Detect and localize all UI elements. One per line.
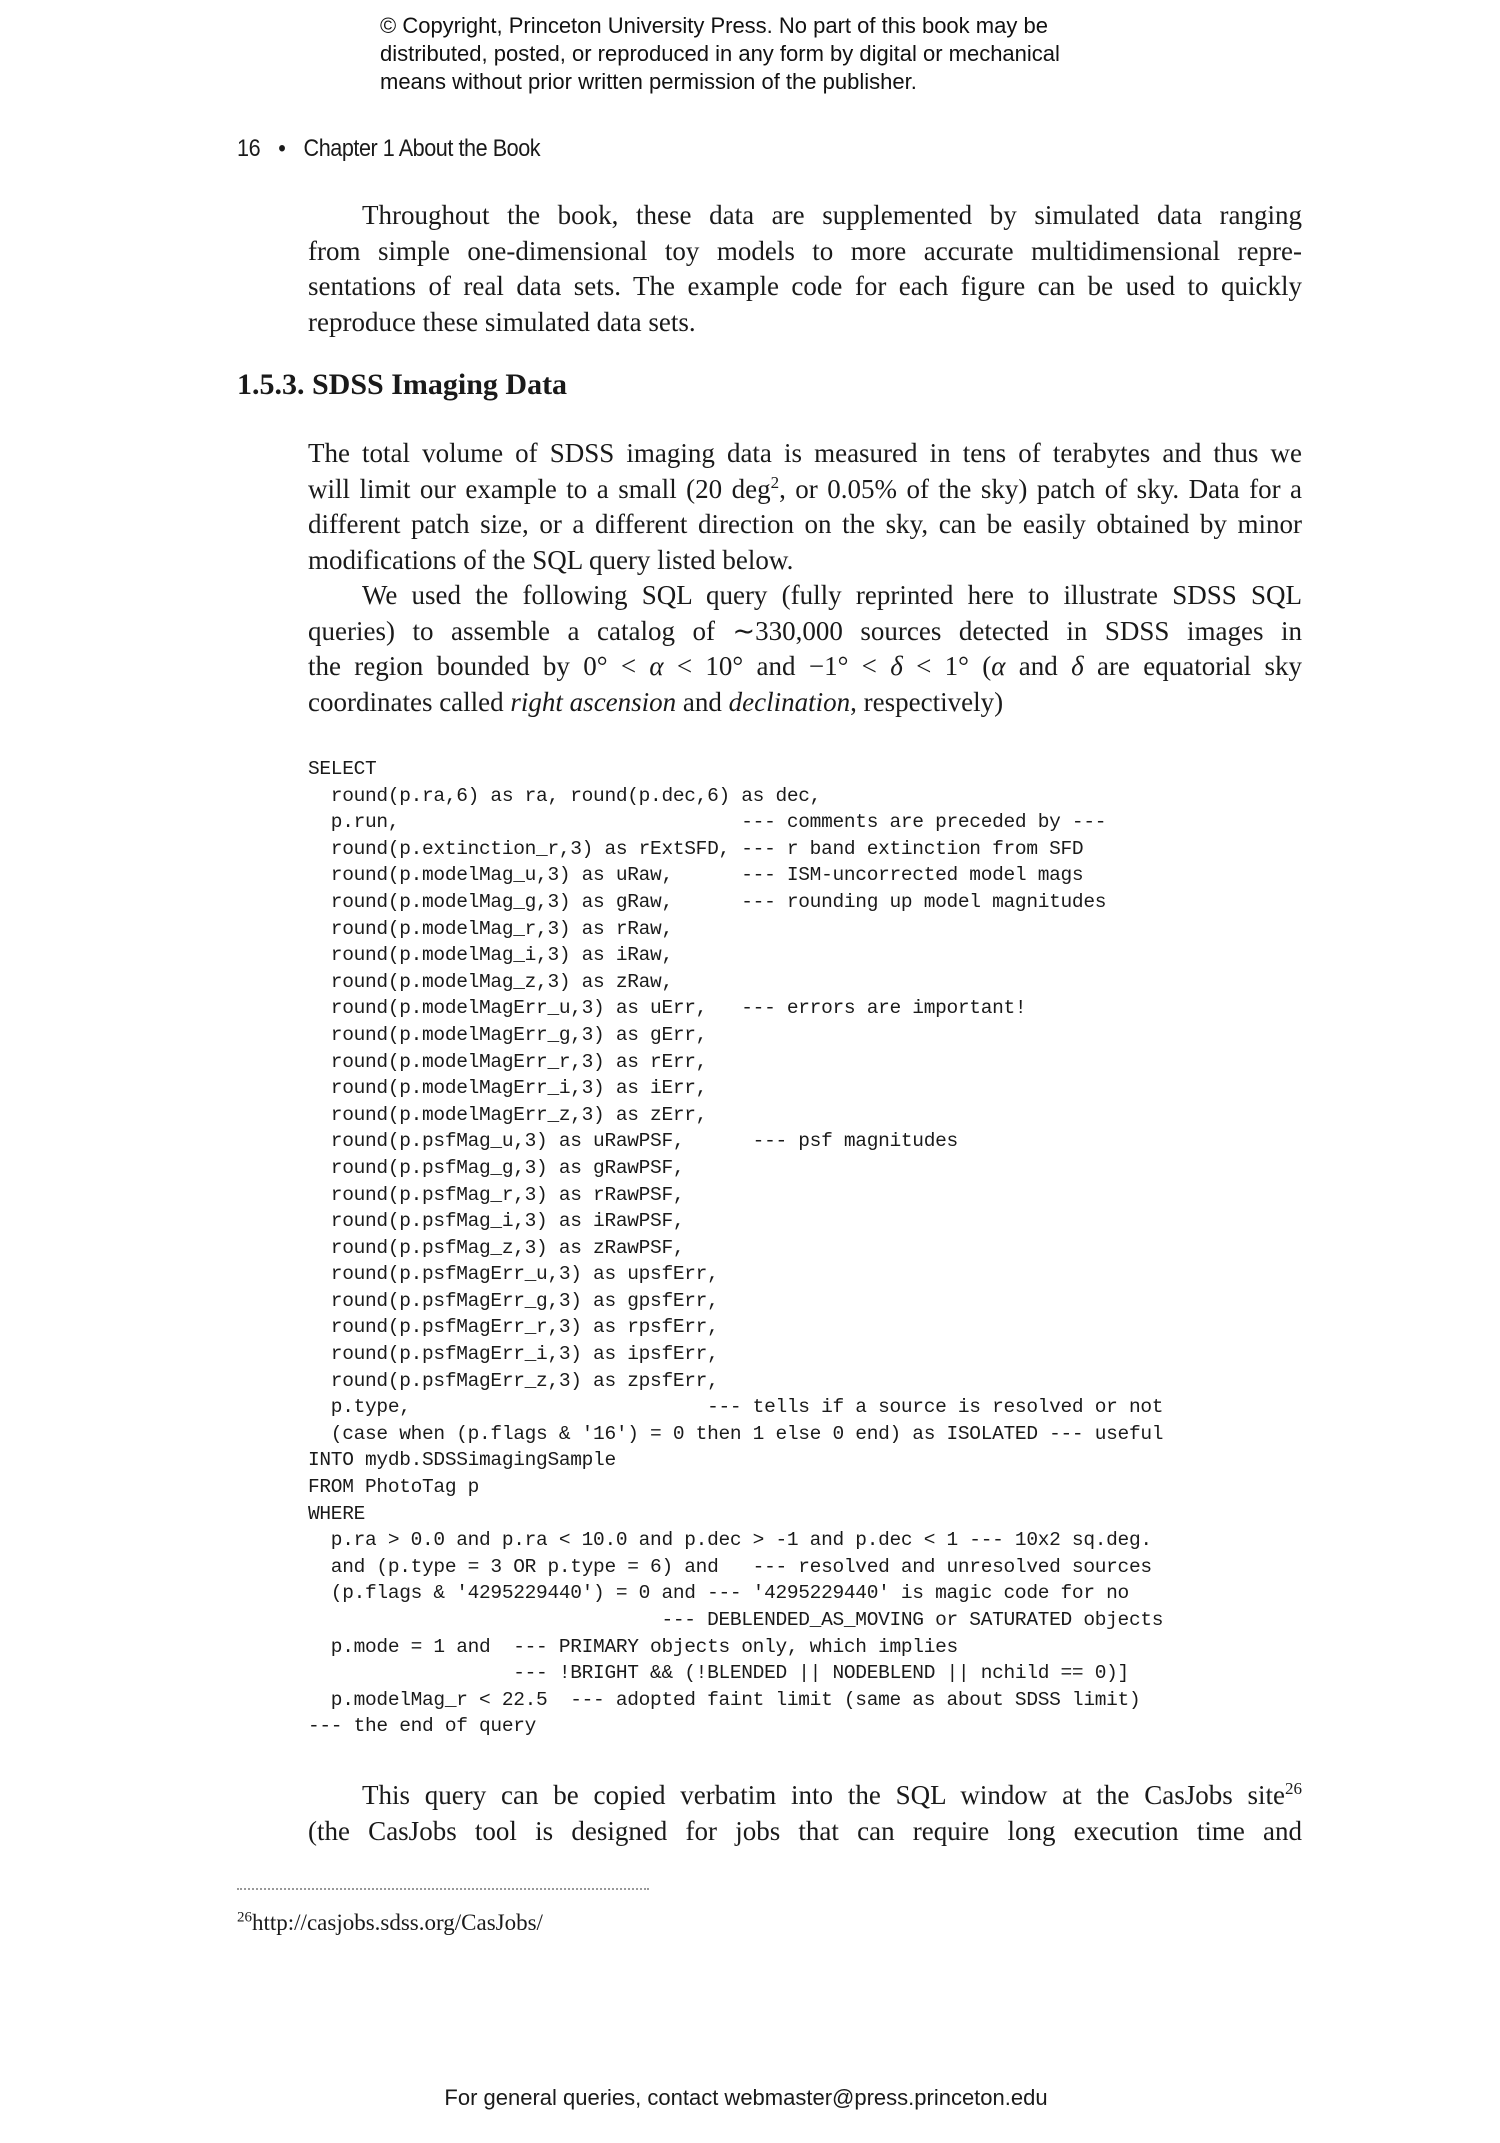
text-line [308, 436, 1302, 472]
text-run: different patch size, or a different direction on the sky, can be easily obtained by minor [308, 509, 1302, 539]
text-line [308, 614, 1302, 650]
text-line [308, 234, 1302, 270]
superscript: 26 [1285, 1779, 1302, 1798]
chapter-title: Chapter 1 About the Book [303, 135, 541, 162]
text-run: Throughout the book, these data are supplemented by simulated data ranging [362, 200, 1302, 230]
copyright-line: © Copyright, Princeton University Press. No part of this book may be [380, 13, 1048, 38]
paragraph [308, 1778, 1302, 1849]
code-line: round(p.psfMagErr_i,3) as ipsfErr, [308, 1343, 719, 1366]
text-run: from simple one-dimensional toy models to more accurate multidimensional repre- [308, 235, 1302, 266]
code-line: round(p.psfMag_g,3) as gRawPSF, [308, 1156, 685, 1179]
code-line: round(p.psfMag_r,3) as rRawPSF, [308, 1183, 685, 1206]
text-line [308, 543, 1302, 579]
text-run: reproduce these simulated data sets. [308, 306, 696, 337]
code-line: round(p.modelMag_i,3) as iRaw, [308, 944, 673, 967]
code-line: p.mode = 1 and --- PRIMARY objects only, which implies [308, 1635, 958, 1658]
code-line: round(p.modelMag_u,3) as uRaw, --- ISM-uncorrected model mags [308, 864, 1084, 887]
code-line: round(p.ra,6) as ra, round(p.dec,6) as dec, [308, 784, 822, 807]
text-line [308, 507, 1302, 543]
text-run: , or 0.05% of the sky) patch of sky. Data for a [779, 473, 1302, 504]
sql-code-block [308, 756, 1163, 1740]
code-line: round(p.modelMagErr_i,3) as iErr, [308, 1077, 708, 1100]
code-line: --- DEBLENDED_AS_MOVING or SATURATED objects [308, 1609, 1164, 1631]
copyright-line: means without prior written permission of the publisher. [380, 69, 917, 94]
italic-text: δ [1071, 651, 1084, 681]
code-line: round(p.modelMagErr_g,3) as gErr, [308, 1023, 708, 1046]
copyright-line: distributed, posted, or reproduced in any form by digital or mechanical [380, 41, 1060, 66]
text-line [308, 1814, 1302, 1850]
code-line: --- !BRIGHT && (!BLENDED || NODEBLEND || nchild == 0)] [308, 1662, 1129, 1685]
code-line: round(p.psfMag_i,3) as iRawPSF, [308, 1210, 685, 1233]
code-line: round(p.modelMag_z,3) as zRaw, [308, 970, 673, 993]
paragraph [308, 198, 1302, 340]
text-run: , respectively) [850, 686, 1004, 717]
text-run: and [676, 686, 729, 717]
text-run: and [1005, 651, 1072, 681]
code-line: round(p.modelMag_g,3) as gRaw, --- rounding up model magnitudes [308, 890, 1107, 913]
code-line: round(p.psfMagErr_z,3) as zpsfErr, [308, 1369, 719, 1392]
code-line: p.modelMag_r < 22.5 --- adopted faint limit (same as about SDSS limit) [308, 1688, 1141, 1711]
code-line: round(p.psfMagErr_r,3) as rpsfErr, [308, 1316, 719, 1339]
code-line: round(p.psfMagErr_g,3) as gpsfErr, [308, 1289, 719, 1312]
italic-text: δ [890, 651, 903, 681]
footnote-link[interactable]: http://casjobs.sdss.org/CasJobs/ [252, 1910, 543, 1935]
page-number: 16 [237, 135, 261, 162]
text-line [308, 578, 1302, 614]
text-line [308, 305, 1302, 341]
code-line: INTO mydb.SDSSimagingSample [308, 1449, 616, 1472]
code-line: (p.flags & '4295229440') = 0 and --- '4295229440' is magic code for no [308, 1582, 1129, 1605]
code-line: round(p.modelMagErr_z,3) as zErr, [308, 1103, 708, 1126]
italic-text: declination [728, 686, 851, 717]
text-line [308, 649, 1302, 685]
text-run: sentations of real data sets. The example code for each figure can be used to quickly [308, 271, 1302, 301]
paragraph [308, 436, 1302, 720]
text-run: queries) to assemble a catalog of ∼330,000 sources detected in SDSS images in [308, 615, 1302, 646]
code-line: round(p.modelMag_r,3) as rRaw, [308, 917, 673, 940]
superscript: 2 [770, 472, 780, 492]
code-line: round(p.extinction_r,3) as rExtSFD, --- r band extinction from SFD [308, 837, 1084, 860]
text-run: < 1° ( [902, 651, 992, 681]
running-head [237, 135, 553, 163]
code-line: SELECT [308, 758, 377, 780]
text-line [308, 472, 1302, 508]
text-line [308, 1778, 1302, 1814]
code-line: round(p.psfMag_z,3) as zRawPSF, [308, 1236, 685, 1259]
text-run: coordinates called [308, 686, 511, 717]
code-line: FROM PhotoTag p [308, 1476, 480, 1499]
bottom-notice: For general queries, contact webmaster@press.princeton.edu [444, 2085, 1048, 2110]
section-heading: 1.5.3. SDSS Imaging Data [237, 368, 568, 401]
footnote-number: 26 [237, 1909, 252, 1926]
footnote-rule [237, 1888, 649, 1890]
text-run: The total volume of SDSS imaging data is measured in tens of terabytes and thus we [308, 438, 1302, 468]
code-line: p.run, --- comments are preceded by --- [308, 811, 1107, 834]
text-run: We used the following SQL query (fully reprinted here to illustrate SDSS SQL [362, 580, 1302, 610]
code-line: round(p.modelMagErr_r,3) as rErr, [308, 1050, 708, 1073]
footnote [237, 1910, 543, 1936]
text-line [308, 198, 1302, 234]
bullet: • [278, 135, 286, 162]
code-line: round(p.psfMagErr_u,3) as upsfErr, [308, 1263, 719, 1286]
code-line: p.type, --- tells if a source is resolved or not [308, 1396, 1164, 1419]
italic-text: α [649, 651, 664, 681]
copyright-notice [380, 12, 1060, 96]
code-line: (case when (p.flags & '16') = 0 then 1 else 0 end) as ISOLATED --- useful [308, 1422, 1164, 1445]
text-run: modifications of the SQL query listed below. [308, 544, 794, 575]
italic-text: right ascension [510, 686, 677, 717]
text-run: (the CasJobs tool is designed for jobs that can require long execution time and [308, 1815, 1302, 1846]
text-line [308, 685, 1302, 721]
text-run: will limit our example to a small (20 deg [308, 473, 771, 504]
italic-text: α [991, 651, 1006, 681]
text-run: are equatorial sky [1083, 651, 1303, 681]
code-line: WHERE [308, 1502, 366, 1525]
text-run: the region bounded by 0° < [308, 651, 650, 681]
code-line: --- the end of query [308, 1715, 537, 1738]
code-line: p.ra > 0.0 and p.ra < 10.0 and p.dec > -1 and p.dec < 1 --- 10x2 sq.deg. [308, 1529, 1152, 1552]
text-run: This query can be copied verbatim into the SQL window at the CasJobs site [362, 1780, 1285, 1810]
text-line [308, 269, 1302, 305]
text-run: < 10° and −1° < [663, 651, 891, 681]
code-line: and (p.type = 3 OR p.type = 6) and --- resolved and unresolved sources [308, 1555, 1152, 1578]
code-line: round(p.psfMag_u,3) as uRawPSF, --- psf magnitudes [308, 1130, 958, 1153]
code-line: round(p.modelMagErr_u,3) as uErr, --- errors are important! [308, 997, 1027, 1020]
